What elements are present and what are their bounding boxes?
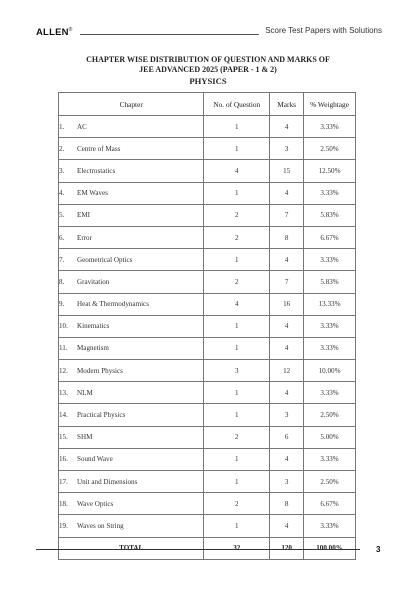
chapter-name: Modern Physics — [77, 366, 123, 375]
page-title-line1: CHAPTER WISE DISTRIBUTION OF QUESTION AND MARKS OF — [86, 55, 330, 64]
weightage-cell: 6.67% — [304, 226, 356, 248]
chapter-cell — [59, 293, 204, 315]
questions-cell: 1 — [204, 315, 270, 337]
marks-cell: 4 — [270, 182, 304, 204]
table-row — [59, 138, 356, 160]
header-series-title: Score Test Papers with Solutions — [259, 26, 382, 35]
chapter-cell — [59, 382, 204, 404]
row-number: 8. — [59, 277, 65, 286]
row-number: 15. — [59, 433, 68, 442]
weightage-cell: 5.00% — [304, 426, 356, 448]
table-row — [59, 360, 356, 382]
table-row — [59, 249, 356, 271]
page-header — [36, 26, 382, 42]
table-row — [59, 493, 356, 515]
total-label: TOTAL — [59, 537, 204, 559]
chapter-name: EMI — [77, 211, 91, 220]
weightage-cell: 10.00% — [304, 360, 356, 382]
total-marks: 120 — [270, 537, 304, 559]
questions-cell: 1 — [204, 404, 270, 426]
footer-rule — [36, 549, 360, 550]
table-row — [59, 226, 356, 248]
weightage-cell: 5.83% — [304, 204, 356, 226]
marks-cell: 4 — [270, 249, 304, 271]
header-questions: No. of Question — [204, 93, 270, 116]
questions-cell: 2 — [204, 493, 270, 515]
row-number: 18. — [59, 499, 68, 508]
chapter-cell — [59, 315, 204, 337]
table-row — [59, 515, 356, 537]
marks-cell: 4 — [270, 315, 304, 337]
row-number: 1. — [59, 122, 65, 131]
header-marks: Marks — [270, 93, 304, 116]
weightage-cell: 2.50% — [304, 471, 356, 493]
weightage-cell: 2.50% — [304, 404, 356, 426]
questions-cell: 1 — [204, 471, 270, 493]
questions-cell: 3 — [204, 360, 270, 382]
marks-cell: 3 — [270, 471, 304, 493]
questions-cell: 2 — [204, 271, 270, 293]
row-number: 3. — [59, 166, 65, 175]
table-row — [59, 204, 356, 226]
chapter-name: Gravitation — [77, 277, 110, 286]
weightage-cell: 3.33% — [304, 448, 356, 470]
chapter-cell — [59, 249, 204, 271]
row-number: 2. — [59, 144, 65, 153]
header-chapter: Chapter — [59, 93, 204, 116]
row-number: 4. — [59, 189, 65, 198]
weightage-cell: 3.33% — [304, 337, 356, 359]
table-row — [59, 271, 356, 293]
questions-cell: 1 — [204, 182, 270, 204]
marks-cell: 3 — [270, 404, 304, 426]
row-number: 5. — [59, 211, 65, 220]
chapter-name: Waves on String — [77, 521, 124, 530]
chapter-name: NLM — [77, 388, 93, 397]
chapter-cell — [59, 160, 204, 182]
chapter-name: Heat & Thermodynamics — [77, 300, 149, 309]
weightage-cell: 6.67% — [304, 493, 356, 515]
header-weightage: % Weightage — [304, 93, 356, 116]
chapter-name: SHM — [77, 433, 93, 442]
chapter-cell — [59, 204, 204, 226]
table-row — [59, 426, 356, 448]
marks-cell: 4 — [270, 448, 304, 470]
chapter-cell — [59, 426, 204, 448]
page-title-line2: JEE ADVANCED 2025 (PAPER - 1 & 2) — [139, 65, 277, 74]
weightage-cell: 3.33% — [304, 515, 356, 537]
weightage-cell: 3.33% — [304, 249, 356, 271]
marks-cell: 7 — [270, 204, 304, 226]
chapter-cell — [59, 271, 204, 293]
chapter-name: Practical Physics — [77, 411, 126, 420]
chapter-name: Unit and Dimensions — [77, 477, 138, 486]
chapter-name: Wave Optics — [77, 499, 114, 508]
chapter-name: Geometrical Optics — [77, 255, 133, 264]
row-number: 19. — [59, 521, 68, 530]
marks-cell: 7 — [270, 271, 304, 293]
questions-cell: 1 — [204, 116, 270, 138]
row-number: 10. — [59, 322, 68, 331]
total-questions: 32 — [204, 537, 270, 559]
questions-cell: 1 — [204, 138, 270, 160]
weightage-cell: 2.50% — [304, 138, 356, 160]
weightage-cell: 3.33% — [304, 382, 356, 404]
questions-cell: 2 — [204, 426, 270, 448]
total-weightage: 100.00% — [304, 537, 356, 559]
distribution-table — [58, 92, 356, 560]
chapter-name: Kinematics — [77, 322, 110, 331]
chapter-cell — [59, 404, 204, 426]
table-row — [59, 182, 356, 204]
table-header-row — [59, 93, 356, 116]
row-number: 12. — [59, 366, 68, 375]
weightage-cell: 12.50% — [304, 160, 356, 182]
chapter-cell — [59, 337, 204, 359]
chapter-name: Error — [77, 233, 92, 242]
row-number: 11. — [59, 344, 68, 353]
questions-cell: 1 — [204, 515, 270, 537]
marks-cell: 4 — [270, 337, 304, 359]
chapter-name: Centre of Mass — [77, 144, 121, 153]
chapter-name: EM Waves — [77, 189, 109, 198]
chapter-name: Sound Wave — [77, 455, 113, 464]
marks-cell: 6 — [270, 426, 304, 448]
table-row — [59, 337, 356, 359]
chapter-name: Electrostatics — [77, 166, 116, 175]
marks-cell: 4 — [270, 116, 304, 138]
marks-cell: 8 — [270, 226, 304, 248]
table-row — [59, 293, 356, 315]
subject-title: PHYSICS — [189, 76, 227, 86]
row-number: 9. — [59, 300, 65, 309]
questions-cell: 2 — [204, 204, 270, 226]
weightage-cell: 5.83% — [304, 271, 356, 293]
questions-cell: 1 — [204, 337, 270, 359]
weightage-cell: 3.33% — [304, 116, 356, 138]
chapter-cell — [59, 138, 204, 160]
questions-cell: 1 — [204, 448, 270, 470]
questions-cell: 1 — [204, 249, 270, 271]
chapter-cell — [59, 448, 204, 470]
marks-cell: 15 — [270, 160, 304, 182]
row-number: 17. — [59, 477, 68, 486]
marks-cell: 3 — [270, 138, 304, 160]
row-number: 14. — [59, 411, 68, 420]
questions-cell: 4 — [204, 160, 270, 182]
table-row — [59, 448, 356, 470]
weightage-cell: 13.33% — [304, 293, 356, 315]
chapter-cell — [59, 116, 204, 138]
row-number: 6. — [59, 233, 65, 242]
allen-logo: ALLEN® — [36, 27, 73, 38]
table-row — [59, 116, 356, 138]
chapter-cell — [59, 493, 204, 515]
marks-cell: 16 — [270, 293, 304, 315]
row-number: 7. — [59, 255, 65, 264]
chapter-cell — [59, 182, 204, 204]
table-row — [59, 315, 356, 337]
weightage-cell: 3.33% — [304, 315, 356, 337]
chapter-name: AC — [77, 122, 87, 131]
chapter-cell — [59, 360, 204, 382]
questions-cell: 2 — [204, 226, 270, 248]
row-number: 13. — [59, 388, 68, 397]
weightage-cell: 3.33% — [304, 182, 356, 204]
questions-cell: 1 — [204, 382, 270, 404]
marks-cell: 4 — [270, 382, 304, 404]
marks-cell: 8 — [270, 493, 304, 515]
table-row — [59, 404, 356, 426]
questions-cell: 4 — [204, 293, 270, 315]
marks-cell: 12 — [270, 360, 304, 382]
chapter-cell — [59, 515, 204, 537]
marks-cell: 4 — [270, 515, 304, 537]
table-row — [59, 471, 356, 493]
page-number: 3 — [376, 545, 381, 554]
chapter-cell — [59, 226, 204, 248]
table-row — [59, 382, 356, 404]
table-row — [59, 160, 356, 182]
chapter-name: Magnetism — [77, 344, 109, 353]
chapter-cell — [59, 471, 204, 493]
row-number: 16. — [59, 455, 68, 464]
